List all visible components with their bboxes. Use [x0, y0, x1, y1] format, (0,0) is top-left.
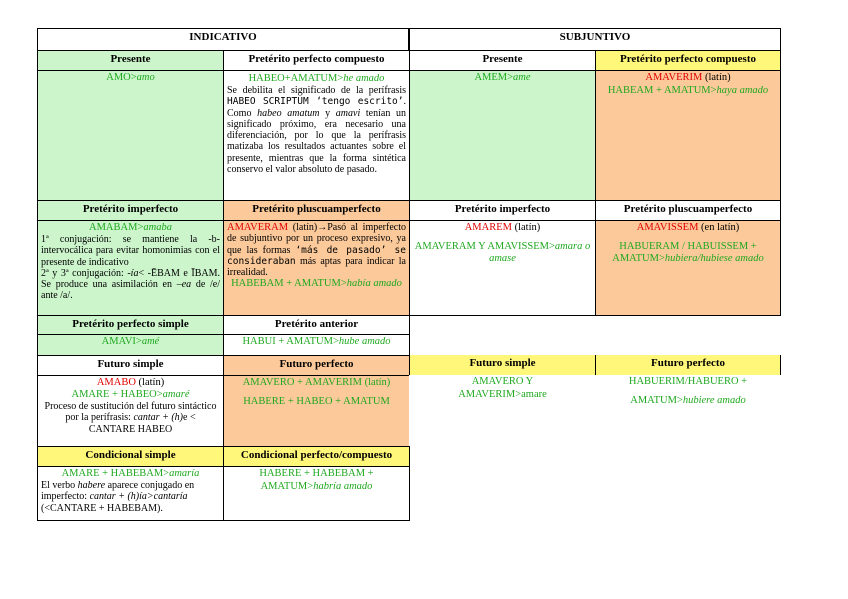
cell-presente: AMO>amo	[37, 70, 224, 201]
cell-sub-pluscuamperfecto: AMAVISSEM (en latín) HABUERAM / HABUISSEM + AMATUM>hubiera/hubiese amado	[595, 220, 781, 316]
header-anterior: Pretérito anterior	[223, 315, 410, 335]
cell-sub-imperfecto: AMAREM (latín) AMAVERAM Y AMAVISSEM>amara o amase	[409, 220, 596, 316]
header-perfecto-compuesto: Pretérito perfecto compuesto	[223, 50, 410, 71]
cell-anterior: HABUI + AMATUM>hube amado	[223, 334, 410, 356]
cell-pluscuamperfecto: AMAVERAM (latín)→Pasó al imperfecto de subjuntivo por un proceso expresivo, ya que las formas ‘más de pasado’ se consideraban más aptas para indicar la irrealidad. HABEBAM + AMATUM>había amado	[223, 220, 410, 316]
header-sub-futuro-perfecto: Futuro perfecto	[595, 355, 781, 376]
cell-condicional-simple: AMARE + HABEBAM>amaría El verbo habere aparece conjugado en imperfecto: cantar + (h)ía>cantaría (<CANTARE + HABEBAM).	[37, 466, 224, 521]
header-sub-imperfecto: Pretérito imperfecto	[409, 200, 596, 221]
cell-sub-futuro-perfecto: HABUERIM/HABUERO + AMATUM>hubiere amado	[595, 375, 781, 447]
cell-imperfecto: AMABAM>amaba 1ª conjugación: se mantiene la -b- intervocálica para evitar homonimias con el presente de indicativo 2ª y 3ª conjugación: -ía< -ĒBAM e ĪBAM. Se produce una asimilación en –ea de /e/ ante /a/.	[37, 220, 224, 316]
header-subjuntivo: SUBJUNTIVO	[409, 28, 781, 51]
header-imperfecto: Pretérito imperfecto	[37, 200, 224, 221]
header-futuro-simple: Futuro simple	[37, 355, 224, 376]
cell-sub-presente: AMEM>ame	[409, 70, 596, 201]
cell-perfecto-simple: AMAVI>amé	[37, 334, 224, 356]
cell-sub-futuro-simple: AMAVERO Y AMAVERIM>amare	[409, 375, 596, 447]
cell-futuro-simple: AMABO (latín) AMARE + HABEO>amaré Proceso de sustitución del futuro sintáctico por la perífrasis: cantar + (h)e < CANTARE HABEO	[37, 375, 224, 447]
header-indicativo: INDICATIVO	[37, 28, 409, 51]
header-futuro-perfecto: Futuro perfecto	[223, 355, 410, 376]
header-sub-perfecto-compuesto: Pretérito perfecto compuesto	[595, 50, 781, 71]
header-perfecto-simple: Pretérito perfecto simple	[37, 315, 224, 335]
header-presente: Presente	[37, 50, 224, 71]
cell-condicional-perfecto: HABERE + HABEBAM + AMATUM>habría amado	[223, 466, 410, 521]
cell-sub-perfecto-compuesto: AMAVERIM (latín) HABEAM + AMATUM>haya amado	[595, 70, 781, 201]
header-sub-presente: Presente	[409, 50, 596, 71]
header-sub-futuro-simple: Futuro simple	[409, 355, 596, 376]
cell-perfecto-compuesto: HABEO+AMATUM>he amado Se debilita el significado de la perífrasis HABEO SCRIPTUM ‘tengo escrito’. Como habeo amatum y amavi tenían un significado próximo, era necesario una diferenciación, por lo que la perífrasis matizaba los resultados actuantes sobre el presente, mientras que la forma sintética conservo el valor absoluto de pasado.	[223, 70, 410, 201]
header-condicional-simple: Condicional simple	[37, 446, 224, 467]
header-condicional-perfecto: Condicional perfecto/compuesto	[223, 446, 410, 467]
cell-futuro-perfecto: AMAVERO + AMAVERIM (latín) HABERE + HABEO + AMATUM	[223, 375, 410, 447]
header-pluscuamperfecto: Pretérito pluscuamperfecto	[223, 200, 410, 221]
header-sub-pluscuamperfecto: Pretérito pluscuamperfecto	[595, 200, 781, 221]
